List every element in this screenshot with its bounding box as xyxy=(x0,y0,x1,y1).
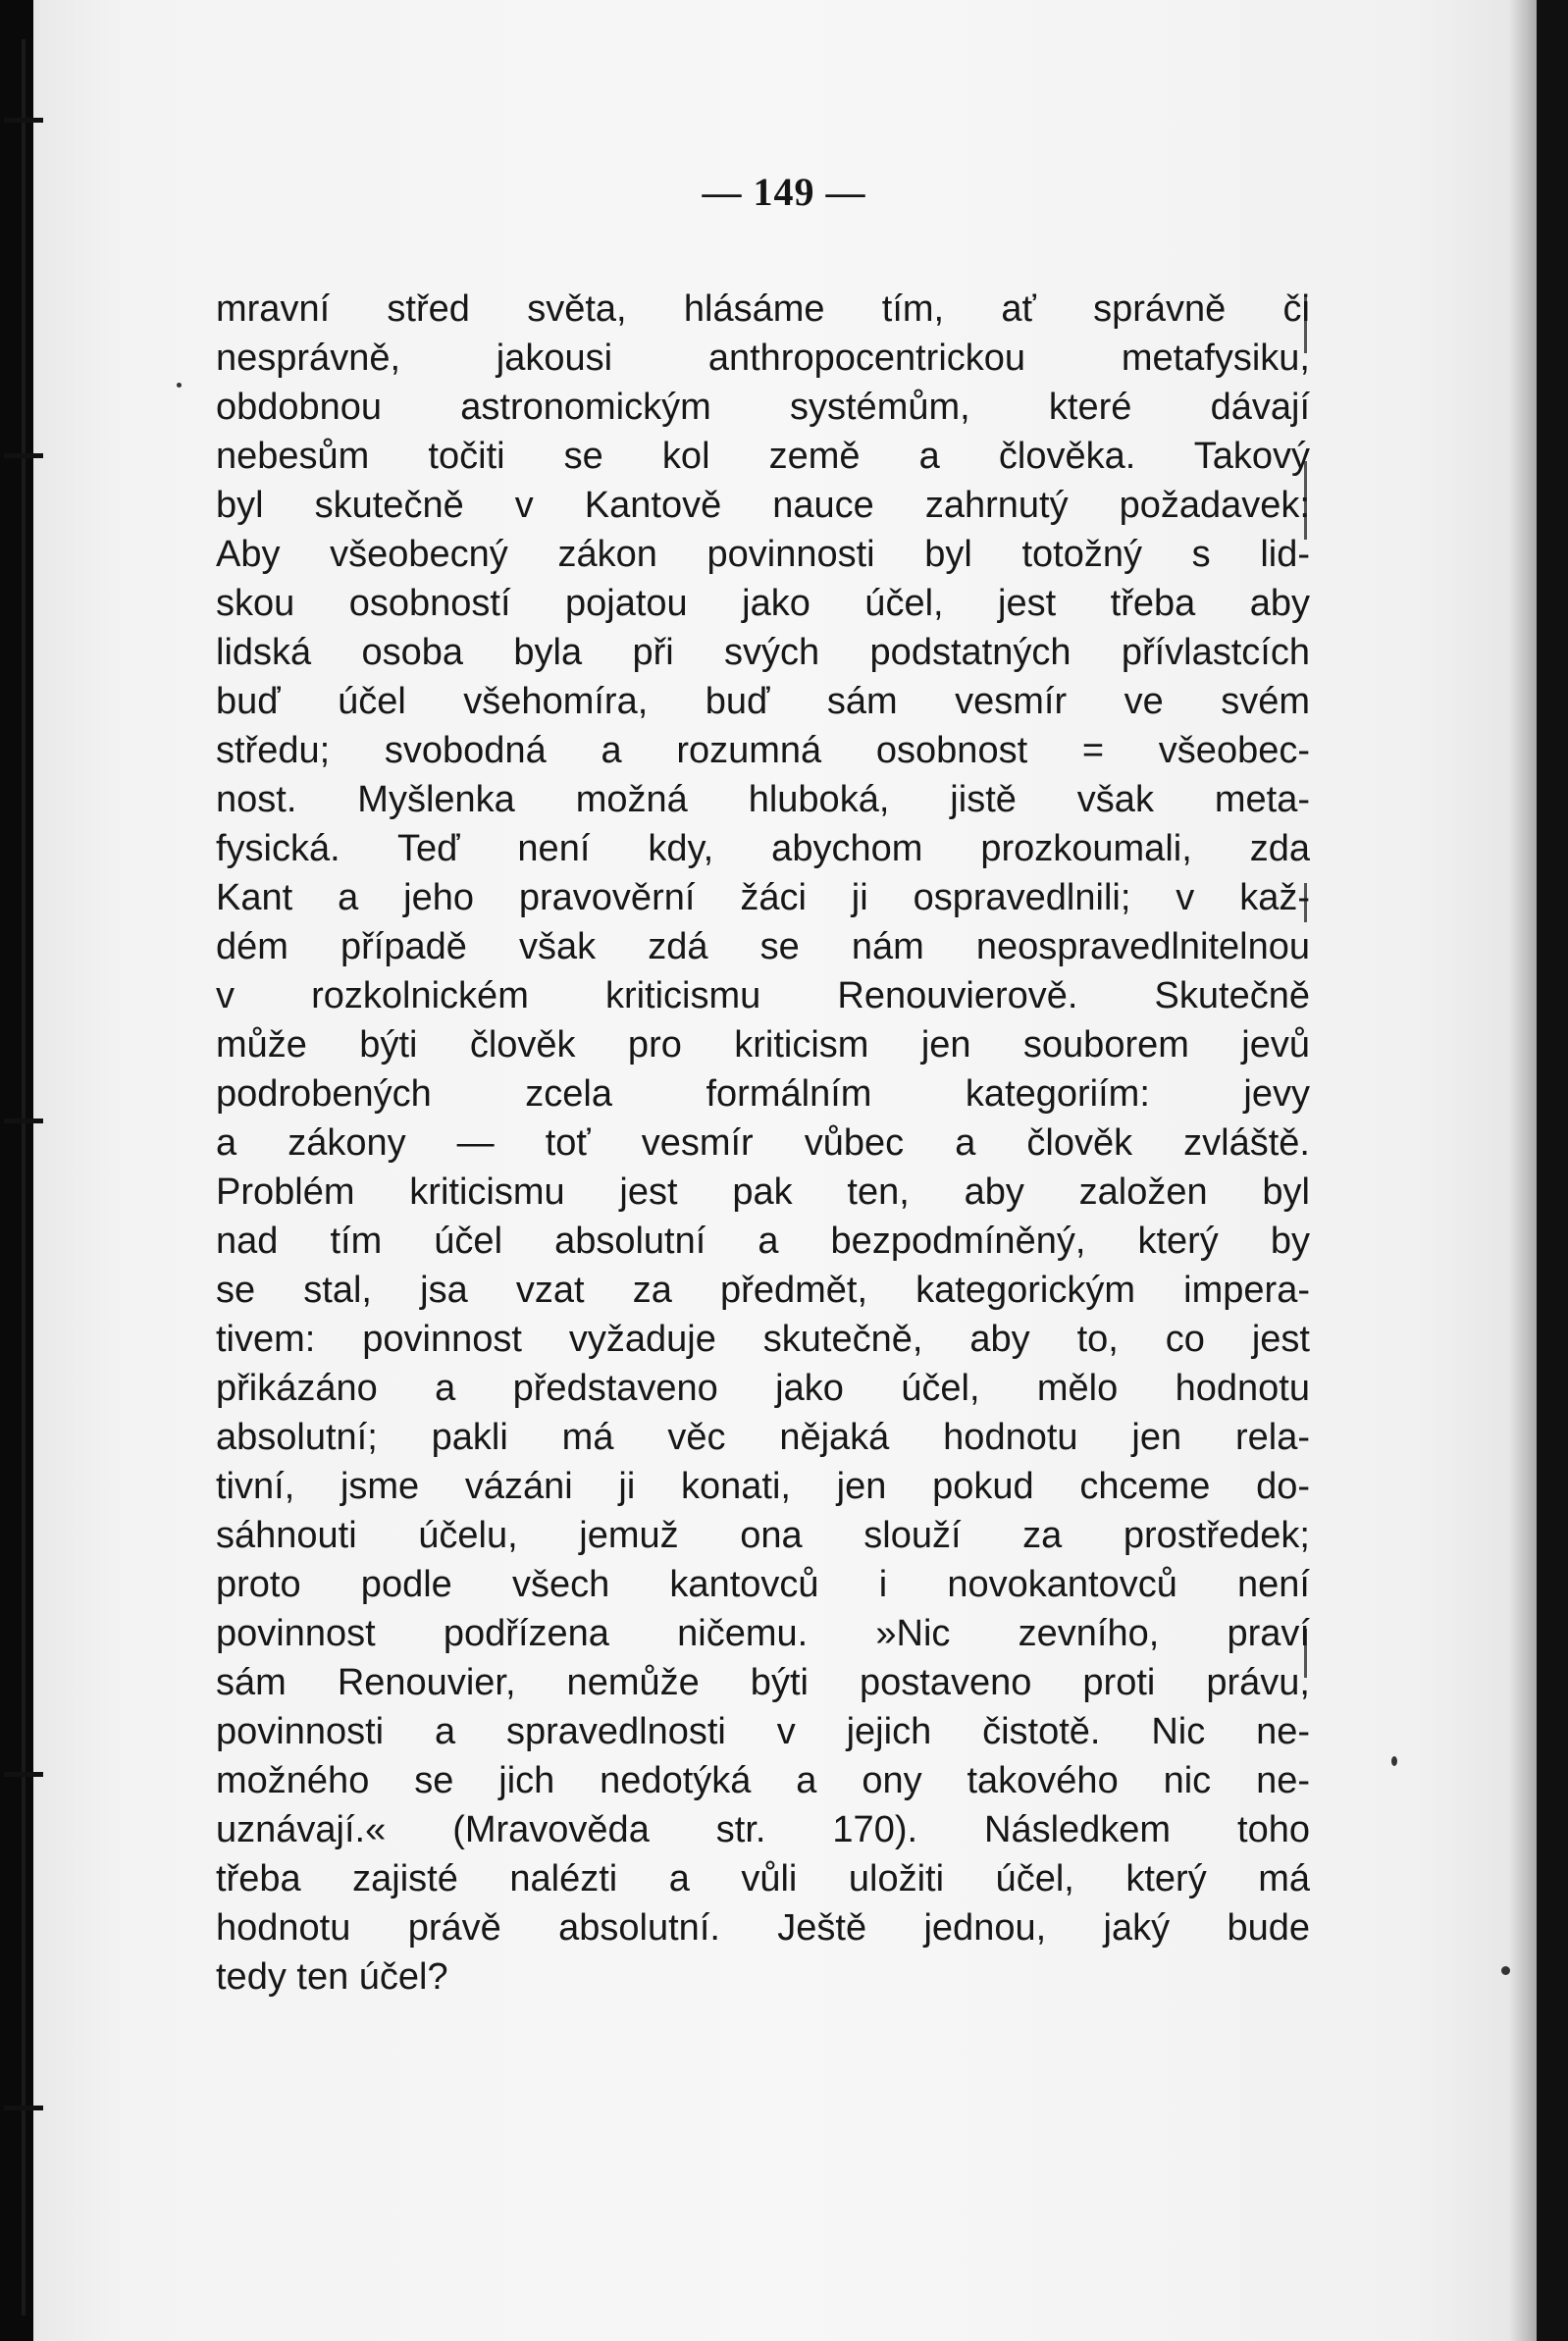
binding-tick xyxy=(4,1118,43,1123)
binding-tick xyxy=(4,1772,43,1777)
text-line: byl skutečně v Kantově nauce zahrnutý požadavek: xyxy=(216,485,1310,526)
text-line: středu; svobodná a rozumná osobnost = všeobec- xyxy=(216,730,1310,771)
text-line: sám Renouvier, nemůže býti postaveno proti právu, xyxy=(216,1662,1310,1703)
text-line: povinnosti a spravedlnosti v jejich čistotě. Nic ne- xyxy=(216,1711,1310,1752)
text-line: Kant a jeho pravověrní žáci ji ospravedlnili; v kaž- xyxy=(216,877,1310,918)
text-line: buď účel všehomíra, buď sám vesmír ve svém xyxy=(216,681,1310,722)
text-line: sáhnouti účelu, jemuž ona slouží za prostředek; xyxy=(216,1515,1310,1556)
text-line: povinnost podřízena ničemu. »Nic zevního, praví xyxy=(216,1613,1310,1654)
text-line: skou osobností pojatou jako účel, jest třeba aby xyxy=(216,583,1310,624)
text-line: Problém kriticismu jest pak ten, aby založen byl xyxy=(216,1171,1310,1213)
text-line: a zákony — toť vesmír vůbec a člověk zvláště. xyxy=(216,1122,1310,1164)
right-shadow xyxy=(1509,0,1537,2341)
body-text xyxy=(216,285,1310,2002)
text-line: obdobnou astronomickým systémům, které dávají xyxy=(216,387,1310,428)
text-line: uznávají.« (Mravověda str. 170). Následkem toho xyxy=(216,1809,1310,1850)
left-binding-rule xyxy=(22,39,26,2315)
text-line: možného se jich nedotýká a ony takového nic ne- xyxy=(216,1760,1310,1801)
text-line: v rozkolnickém kriticismu Renouvierově. Skutečně xyxy=(216,975,1310,1016)
text-line: dém případě však zdá se nám neospravedlnitelnou xyxy=(216,926,1310,967)
ink-speck xyxy=(1501,1966,1510,1975)
text-line: lidská osoba byla při svých podstatných přívlastcích xyxy=(216,632,1310,673)
text-line: proto podle všech kantovců i novokantovců není xyxy=(216,1564,1310,1605)
ink-speck xyxy=(177,383,182,388)
text-line: hodnotu právě absolutní. Ještě jednou, jaký bude xyxy=(216,1907,1310,1949)
binding-tick xyxy=(4,118,43,123)
text-line: nesprávně, jakousi anthropocentrickou metafysiku, xyxy=(216,338,1310,379)
binding-tick xyxy=(4,453,43,458)
text-line: absolutní; pakli má věc nějaká hodnotu jen rela- xyxy=(216,1417,1310,1458)
text-line: Aby všeobecný zákon povinnosti byl totožný s lid- xyxy=(216,534,1310,575)
text-line: přikázáno a představeno jako účel, mělo hodnotu xyxy=(216,1368,1310,1409)
text-line: podrobených zcela formálním kategoriím: jevy xyxy=(216,1073,1310,1115)
text-line: tedy ten účel? xyxy=(216,1956,448,1998)
page-number: — 149 — xyxy=(702,170,866,214)
text-line: nost. Myšlenka možná hluboká, jistě však meta- xyxy=(216,779,1310,820)
text-line: fysická. Teď není kdy, abychom prozkoumali, zda xyxy=(216,828,1310,869)
text-line: se stal, jsa vzat za předmět, kategorickým impera- xyxy=(216,1270,1310,1311)
binding-tick xyxy=(4,2106,43,2110)
text-line: může býti člověk pro kriticism jen souborem jevů xyxy=(216,1024,1310,1066)
text-line: tivní, jsme vázáni ji konati, jen pokud chceme do- xyxy=(216,1466,1310,1507)
text-line: nad tím účel absolutní a bezpodmíněný, který by xyxy=(216,1221,1310,1262)
left-scan-border xyxy=(0,0,33,2341)
text-line: nebesům točiti se kol země a člověka. Takový xyxy=(216,436,1310,477)
right-scan-border xyxy=(1537,0,1568,2341)
text-line: třeba zajisté nalézti a vůli uložiti účel, který má xyxy=(216,1858,1310,1899)
text-line: tivem: povinnost vyžaduje skutečně, aby to, co jest xyxy=(216,1319,1310,1360)
text-line: mravní střed světa, hlásáme tím, ať správně či xyxy=(216,288,1310,330)
ink-speck xyxy=(1391,1756,1397,1766)
